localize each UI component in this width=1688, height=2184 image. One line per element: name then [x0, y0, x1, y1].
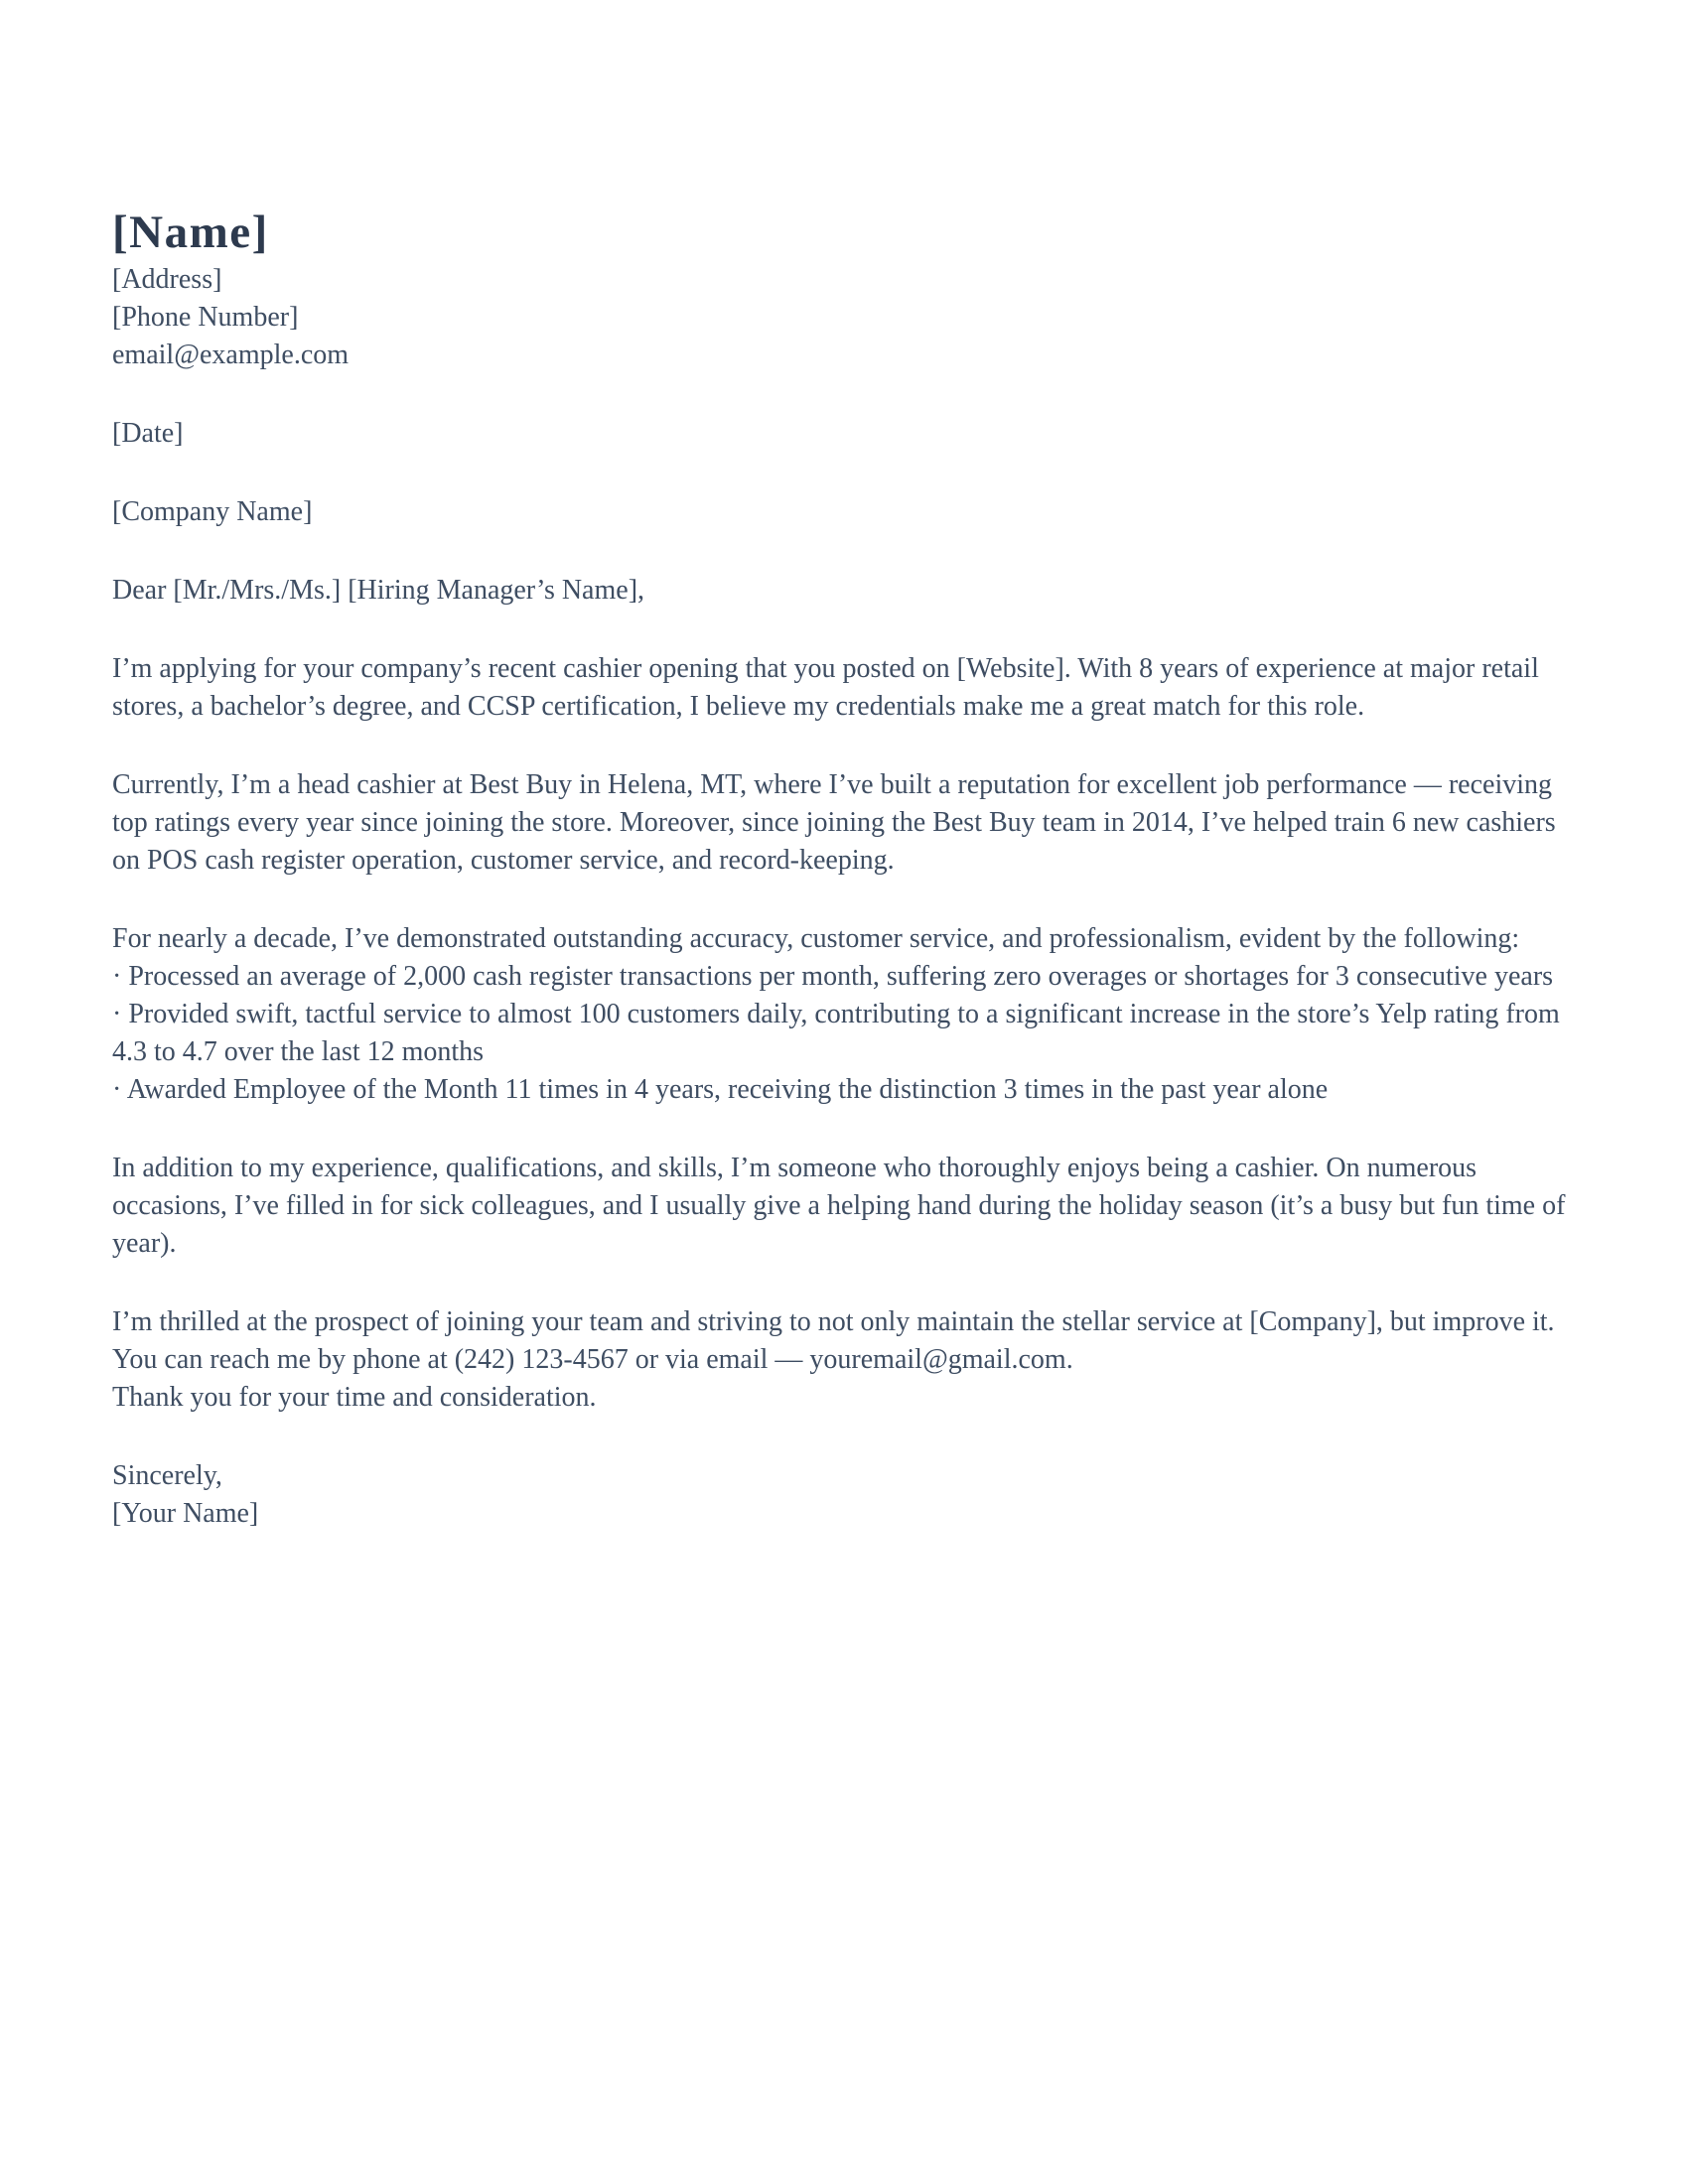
bullet-item-transactions: · Processed an average of 2,000 cash register transactions per month, suffering zero overages or shortages for 3 consecutive years — [112, 961, 1554, 992]
sender-name: [Name] — [112, 206, 269, 258]
closing-block — [112, 1457, 1579, 1533]
sender-email: email@example.com — [112, 340, 350, 370]
paragraph-closing — [112, 1303, 1579, 1417]
paragraph-intro: I’m applying for your company’s recent cashier opening that you posted on [Website]. With 8 years of experience at major retail stores, a bachelor’s degree, and CCSP certification, I believe my credentials make me a great match for this role. — [112, 653, 1539, 722]
paragraph-accomplishments — [112, 920, 1579, 1109]
sender-phone: [Phone Number] — [112, 302, 299, 333]
accomplishments-intro: For nearly a decade, I’ve demonstrated outstanding accuracy, customer service, and professionalism, evident by the following: — [112, 923, 1520, 954]
bullet-item-service: · Provided swift, tactful service to almost 100 customers daily, contributing to a significant increase in the store’s Yelp rating from 4.3 to 4.7 over the last 12 months — [112, 999, 1560, 1067]
bullet-item-awards: · Awarded Employee of the Month 11 times in 4 years, receiving the distinction 3 times in the past year alone — [112, 1074, 1329, 1105]
date-line: [Date] — [112, 418, 184, 449]
signoff: Sincerely, — [112, 1460, 222, 1491]
sender-address: [Address] — [112, 264, 222, 295]
paragraph-current-role: Currently, I’m a head cashier at Best Buy in Helena, MT, where I’ve built a reputation for excellent job performance — receiving top ratings every year since joining the store. Moreover, since joining the Best Buy team in 2014, I’ve helped train 6 new cashiers on POS cash register operation, customer service, and record-keeping. — [112, 769, 1556, 876]
signature-name: [Your Name] — [112, 1498, 259, 1529]
salutation: Dear [Mr./Mrs./Ms.] [Hiring Manager’s Name], — [112, 575, 645, 606]
closing-paragraph-text: I’m thrilled at the prospect of joining your team and striving to not only maintain the stellar service at [Company], but improve it. You can reach me by phone at (242) 123-4567 or via email — youremail@gmail.com. — [112, 1306, 1555, 1375]
contact-block — [112, 261, 1579, 374]
company-name-line: [Company Name] — [112, 496, 313, 527]
paragraph-enjoys-role: In addition to my experience, qualifications, and skills, I’m someone who thoroughly enjoys being a cashier. On numerous occasions, I’ve filled in for sick colleagues, and I usually give a helping hand during the holiday season (it’s a busy but fun time of year). — [112, 1153, 1566, 1259]
thank-you-line: Thank you for your time and consideration. — [112, 1382, 597, 1413]
